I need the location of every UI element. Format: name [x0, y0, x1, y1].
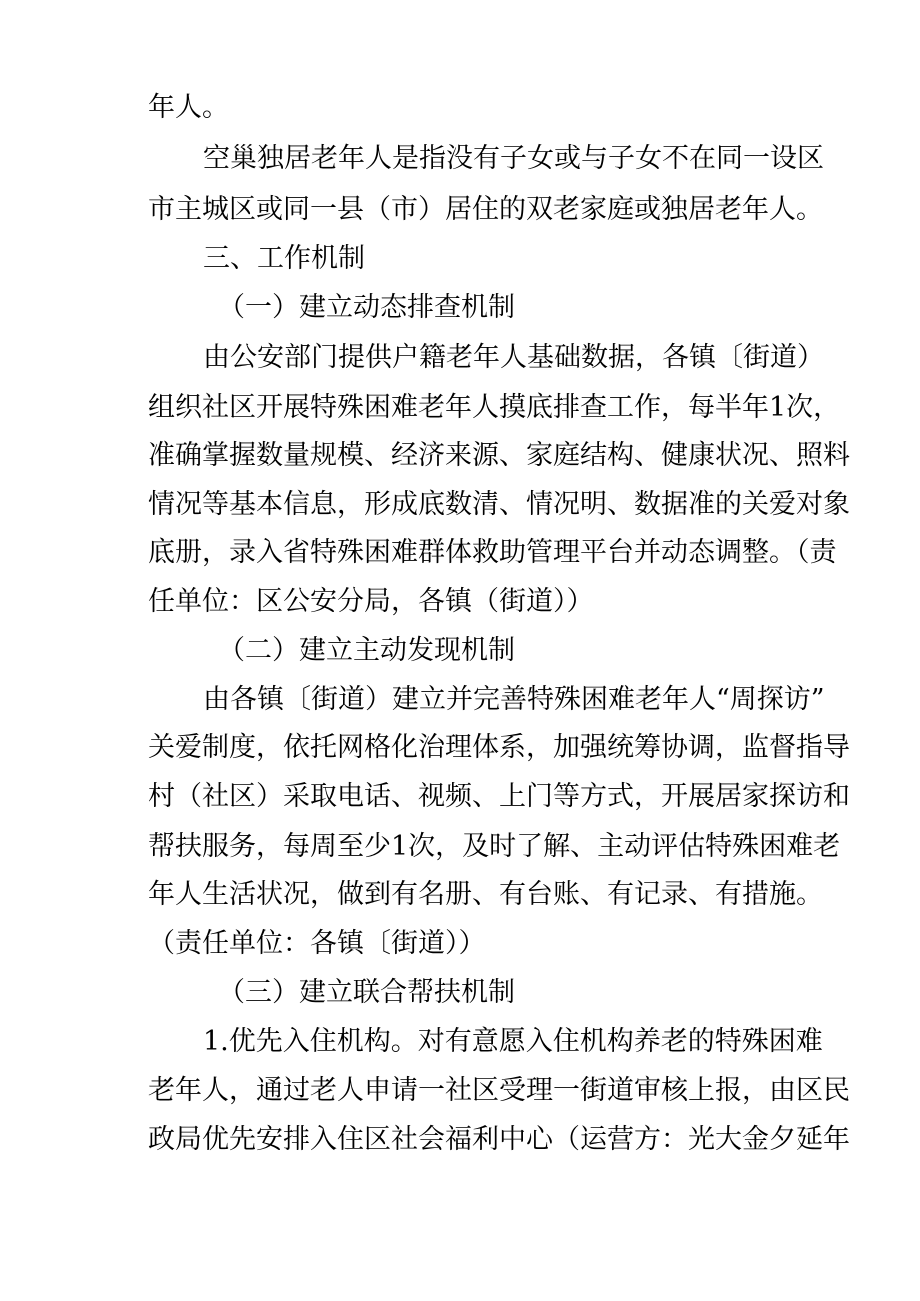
- text-line: 组织社区开展特殊困难老年人摸底排查工作，每半年1次，: [148, 392, 841, 423]
- text-line: 村（社区）采取电话、视频、上门等方式，开展居家探访和: [148, 781, 850, 812]
- text-line: 年人生活状况，做到有名册、有台账、有记录、有措施。: [148, 879, 823, 910]
- text-line: 任单位：区公安分局，各镇（街道））: [148, 586, 594, 617]
- text-line: 关爱制度，依托网格化治理体系，加强统筹协调，监督指导: [148, 732, 850, 763]
- text-line: 底册，录入省特殊困难群体救助管理平台并动态调整。（责: [148, 537, 837, 568]
- text-line: 由各镇〔街道）建立并完善特殊困难老年人“周探访”: [203, 684, 825, 715]
- text-line: 市主城区或同一县（市）居住的双老家庭或独居老年人。: [148, 194, 823, 225]
- text-line: 由公安部门提供户籍老年人基础数据，各镇〔街道）: [203, 342, 824, 373]
- subsection-heading: （一）建立动态排查机制: [218, 292, 515, 323]
- text-line: 情况等基本信息，形成底数清、情况明、数据准的关爱对象: [148, 489, 850, 520]
- text-line: 帮扶服务，每周至少1次，及时了解、主动评估特殊困难老: [148, 831, 841, 862]
- text-line: 老年人，通过老人申请一社区受理一街道审核上报，由区民: [148, 1075, 850, 1106]
- section-heading: 三、工作机制: [203, 243, 365, 274]
- text-line: （责任单位：各镇〔街道））: [148, 928, 486, 959]
- text-line: 空巢独居老年人是指没有子女或与子女不在同一设区: [203, 143, 824, 174]
- text-line: 政局优先安排入住区社会福利中心（运营方：光大金夕延年: [148, 1124, 850, 1155]
- text-line: 准确掌握数量规模、经济来源、家庭结构、健康状况、照料: [148, 440, 850, 471]
- text-line: 1.优先入住机构。对有意愿入住机构养老的特殊困难: [203, 1026, 823, 1057]
- subsection-heading: （三）建立联合帮扶机制: [218, 977, 515, 1008]
- text-line: 年人。: [148, 92, 229, 123]
- subsection-heading: （二）建立主动发现机制: [218, 635, 515, 666]
